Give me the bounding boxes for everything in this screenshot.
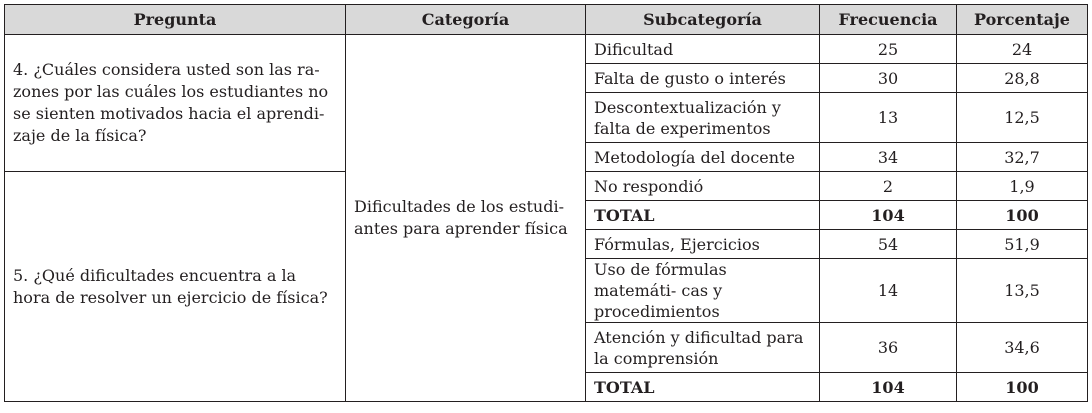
frequency-cell: 36 [820,323,957,373]
header-row [5,5,1088,35]
frequency-cell: 34 [820,143,957,172]
question-4: 4. ¿Cuáles considera usted son las ra- zones por las cuáles los estudiantes no se sienten motivados hacia el aprendi- zaje de la física? [5,35,346,172]
percentage-cell: 28,8 [957,64,1088,93]
table-row [5,35,1088,64]
frequency-cell: 2 [820,172,957,201]
total-label: TOTAL [586,373,820,402]
results-table [4,4,1088,402]
frequency-cell: 13 [820,93,957,143]
header-categoria: Categoría [346,5,586,35]
category-cell: Dificultades de los estudi- antes para aprender física [346,35,586,402]
percentage-cell: 24 [957,35,1088,64]
subcategory-cell: No respondió [586,172,820,201]
frequency-cell: 14 [820,259,957,323]
total-label: TOTAL [586,201,820,230]
percentage-cell: 12,5 [957,93,1088,143]
frequency-cell: 30 [820,64,957,93]
subcategory-cell: Descontextualización y falta de experimentos [586,93,820,143]
percentage-cell: 13,5 [957,259,1088,323]
subcategory-cell: Uso de fórmulas matemáti- cas y procedimientos [586,259,820,323]
percentage-cell: 32,7 [957,143,1088,172]
subcategory-cell: Fórmulas, Ejercicios [586,230,820,259]
subcategory-cell: Dificultad [586,35,820,64]
subcategory-cell: Falta de gusto o interés [586,64,820,93]
percentage-cell: 1,9 [957,172,1088,201]
frequency-cell: 54 [820,230,957,259]
question-5: 5. ¿Qué dificultades encuentra a la hora de resolver un ejercicio de física? [5,172,346,402]
frequency-cell: 25 [820,35,957,64]
percentage-cell: 51,9 [957,230,1088,259]
subcategory-cell: Atención y dificultad para la comprensión [586,323,820,373]
header-frecuencia: Frecuencia [820,5,957,35]
subcategory-cell: Metodología del docente [586,143,820,172]
total-frequency: 104 [820,373,957,402]
total-frequency: 104 [820,201,957,230]
total-percentage: 100 [957,373,1088,402]
header-subcategoria: Subcategoría [586,5,820,35]
total-percentage: 100 [957,201,1088,230]
percentage-cell: 34,6 [957,323,1088,373]
header-pregunta: Pregunta [5,5,346,35]
header-porcentaje: Porcentaje [957,5,1088,35]
